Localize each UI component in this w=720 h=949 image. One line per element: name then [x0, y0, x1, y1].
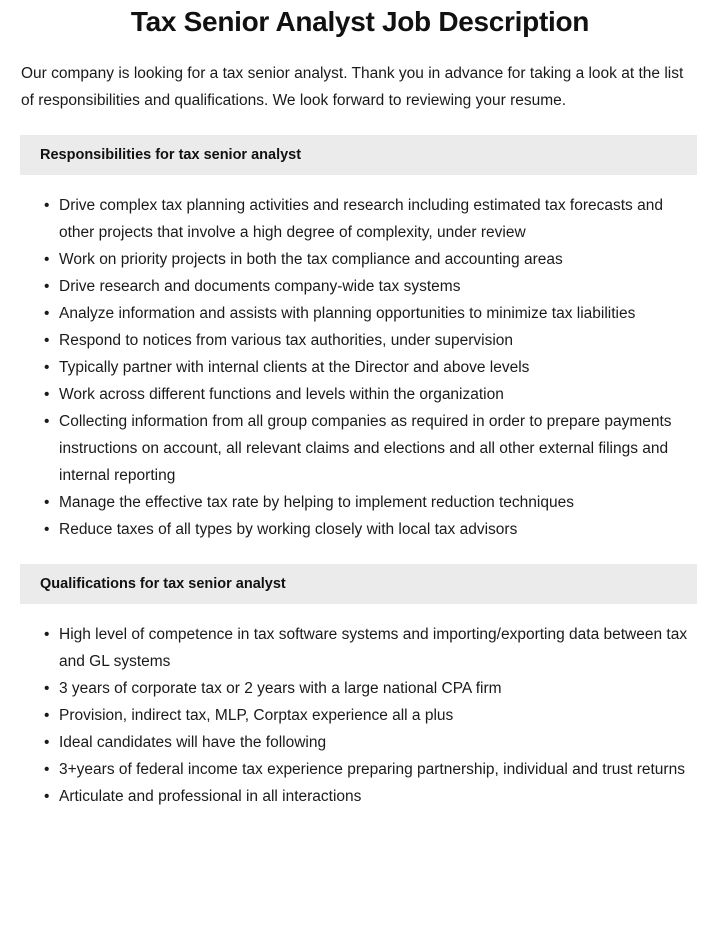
list-item-text: High level of competence in tax software systems and importing/exporting data between tax and GL systems	[59, 626, 688, 670]
bullet-icon: •	[44, 680, 50, 697]
list-item-text: Work on priority projects in both the tax compliance and accounting areas	[59, 251, 563, 268]
qualifications-list	[0, 604, 720, 810]
list-item-text: Articulate and professional in all interactions	[59, 788, 362, 805]
bullet-icon: •	[44, 251, 50, 268]
list-item	[44, 327, 690, 354]
list-item	[44, 783, 690, 810]
bullet-icon: •	[44, 761, 50, 778]
list-item	[44, 354, 690, 381]
list-item	[44, 489, 690, 516]
bullet-icon: •	[44, 278, 50, 295]
list-item-text: Ideal candidates will have the following	[59, 734, 327, 751]
list-item-text: Analyze information and assists with planning opportunities to minimize tax liabilities	[59, 305, 636, 322]
list-item-text: Work across different functions and levels within the organization	[59, 386, 504, 403]
bullet-icon: •	[44, 494, 50, 511]
list-item	[44, 702, 690, 729]
bullet-icon: •	[44, 626, 50, 643]
responsibilities-list	[0, 175, 720, 543]
list-item-text: Drive complex tax planning activities and research including estimated tax forecasts and other projects that involve a high degree of complexity, under review	[59, 197, 663, 241]
bullet-icon: •	[44, 359, 50, 376]
page-title: Tax Senior Analyst Job Description	[130, 6, 590, 37]
list-item	[44, 192, 690, 246]
list-item	[44, 516, 690, 543]
responsibilities-heading: Responsibilities for tax senior analyst	[20, 135, 697, 175]
bullet-icon: •	[44, 521, 50, 538]
list-item-text: Manage the effective tax rate by helping to implement reduction techniques	[59, 494, 574, 511]
responsibilities-section	[0, 135, 720, 543]
list-item-text: Typically partner with internal clients at the Director and above levels	[59, 359, 530, 376]
list-item	[44, 408, 690, 489]
list-item-text: Collecting information from all group companies as required in order to prepare payments instructions on account, all relevant claims and elections and all other external filings and internal reporting	[59, 413, 672, 484]
list-item	[44, 756, 690, 783]
list-item-text: Drive research and documents company-wide tax systems	[59, 278, 461, 295]
qualifications-heading: Qualifications for tax senior analyst	[20, 564, 697, 604]
list-item-text: Provision, indirect tax, MLP, Corptax experience all a plus	[59, 707, 454, 724]
list-item-text: Respond to notices from various tax authorities, under supervision	[59, 332, 514, 349]
list-item-text: Reduce taxes of all types by working closely with local tax advisors	[59, 521, 518, 538]
bullet-icon: •	[44, 305, 50, 322]
list-item	[44, 729, 690, 756]
bullet-icon: •	[44, 413, 50, 430]
list-item	[44, 300, 690, 327]
list-item	[44, 246, 690, 273]
qualifications-section	[0, 564, 720, 810]
bullet-icon: •	[44, 386, 50, 403]
bullet-icon: •	[44, 734, 50, 751]
bullet-icon: •	[44, 197, 50, 214]
list-item-text: 3 years of corporate tax or 2 years with a large national CPA firm	[59, 680, 502, 697]
list-item	[44, 273, 690, 300]
list-item-text: 3+years of federal income tax experience preparing partnership, individual and trust returns	[59, 761, 685, 778]
bullet-icon: •	[44, 788, 50, 805]
bullet-icon: •	[44, 707, 50, 724]
list-item	[44, 381, 690, 408]
list-item	[44, 621, 690, 675]
bullet-icon: •	[44, 332, 50, 349]
list-item	[44, 675, 690, 702]
intro-paragraph: Our company is looking for a tax senior analyst. Thank you in advance for taking a look at the list of responsibilities and qualifications. We look forward to reviewing your resume.	[21, 65, 684, 109]
